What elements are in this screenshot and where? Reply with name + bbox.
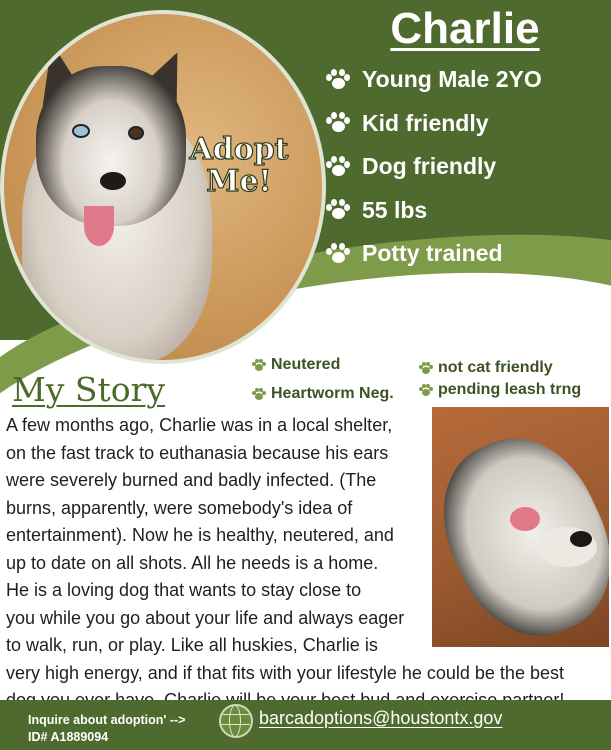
inquire-info: [28, 712, 185, 746]
story-line: on the fast track to euthanasia because his ears: [6, 442, 389, 463]
paw-icon: [326, 112, 350, 134]
feature-label: Dog friendly: [362, 153, 497, 180]
story-text: [6, 412, 606, 715]
feature-item: [326, 102, 577, 146]
paw-icon: [326, 156, 350, 178]
tag-leash-training: pending leash trng: [419, 381, 581, 399]
paw-icon: [252, 388, 266, 401]
feature-item: [326, 276, 577, 320]
paw-icon: [326, 69, 350, 91]
story-line: entertainment). Now he is healthy, neutered, and: [6, 525, 394, 545]
feature-label: Potty trained: [362, 240, 503, 267]
paw-icon: [326, 243, 350, 265]
feature-item: [326, 232, 577, 276]
adoption-email-link[interactable]: barcadoptions@houstontx.gov: [259, 708, 503, 728]
feature-item: [326, 145, 577, 189]
paw-icon: [326, 286, 350, 308]
tag-heartworm: Heartworm Neg.: [252, 385, 394, 403]
story-line: were severely burned and badly infected. (The: [6, 470, 377, 490]
feature-label: Kid friendly: [362, 109, 489, 136]
adopt-me-badge: Adopt Me!: [189, 132, 289, 199]
paw-icon: [326, 199, 350, 221]
story-line: very high energy, and if that fits with your lifestyle he could be the best: [6, 662, 564, 683]
story-line: to walk, run, or play. Like all huskies, Charlie is: [6, 635, 378, 655]
feature-label: 55 lbs: [362, 196, 428, 223]
story-line: burns, apparently, were somebody's idea of: [6, 497, 353, 518]
tag-not-cat-friendly: not cat friendly: [419, 359, 553, 377]
globe-icon: [219, 704, 253, 738]
paw-icon: [419, 384, 433, 397]
paw-icon: [252, 359, 266, 372]
inquire-text: Inquire about adoption' -->: [28, 713, 186, 727]
pet-name: Charlie: [390, 4, 540, 53]
feature-item: [326, 58, 577, 102]
story-title: My Story: [12, 370, 166, 409]
story-line: He is a loving dog that wants to stay close to: [6, 580, 362, 600]
animal-id: ID# A1889094: [28, 730, 109, 744]
feature-label: Young Male 2YO: [362, 66, 542, 93]
story-line: A few months ago, Charlie was in a local shelter,: [6, 415, 393, 435]
paw-icon: [419, 362, 433, 375]
feature-label: Up to date on shots: [362, 283, 577, 310]
tag-neutered: Neutered: [252, 356, 340, 374]
story-line: you while you go about your life and always eager: [6, 607, 405, 628]
charlie-photo: [0, 10, 326, 364]
feature-item: [326, 189, 577, 233]
feature-list: [326, 58, 577, 319]
story-line: up to date on all shots. All he needs is a home.: [6, 552, 379, 573]
